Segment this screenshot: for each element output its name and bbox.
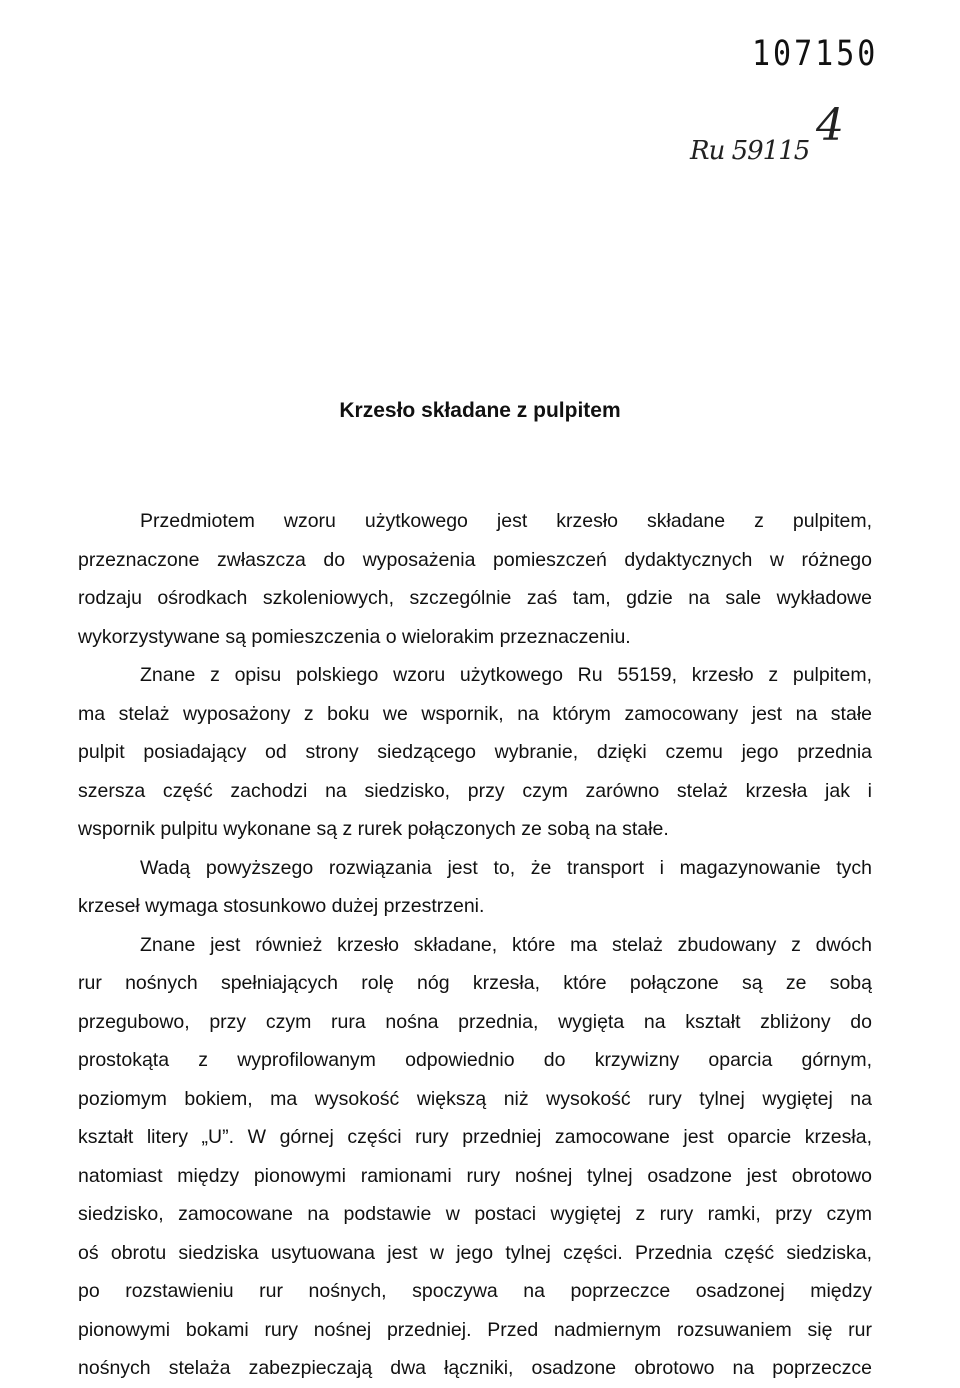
- body-line: oś obrotu siedziska usytuowana jest w jego tylnej części. Przednia część siedziska,: [78, 1241, 872, 1264]
- body-line: nośnych stelaża zabezpieczają dwa łączniki, osadzone obrotowo na poprzeczce: [78, 1357, 872, 1379]
- body-line: Znane z opisu polskiego wzoru użytkowego Ru 55159, krzesło z pulpitem,: [140, 664, 872, 686]
- body-line: ma stelaż wyposażony z boku we wspornik, na którym zamocowany jest na stałe: [78, 702, 872, 725]
- body-line: przegubowo, przy czym rura nośna przednia, wygięta na kształt zbliżony do: [78, 1010, 872, 1033]
- body-line: natomiast między pionowymi ramionami rury nośnej tylnej osadzone jest obrotowo: [78, 1164, 872, 1187]
- body-line: rodzaju ośrodkach szkoleniowych, szczególnie zaś tam, gdzie na sale wykładowe: [78, 587, 872, 609]
- document-body: [78, 502, 872, 1388]
- document-title: Krzesło składane z pulpitem: [339, 399, 621, 422]
- body-line: siedzisko, zamocowane na podstawie w postaci wygiętej z rury ramki, przy czym: [78, 1203, 872, 1225]
- body-line: pionowymi bokami rury nośnej przedniej. Przed nadmiernym rozsuwaniem się rur: [78, 1318, 872, 1341]
- body-line: Przedmiotem wzoru użytkowego jest krzesło składane z pulpitem,: [140, 510, 872, 532]
- body-line: poziomym bokiem, ma wysokość większą niż wysokość rury tylnej wygiętej na: [78, 1087, 872, 1110]
- document-number: 107150: [752, 34, 879, 75]
- body-line: kształt litery „U”. W górnej części rury przedniej zamocowane jest oparcie krzesła,: [78, 1126, 872, 1148]
- body-line: Wadą powyższego rozwiązania jest to, że transport i magazynowanie tych: [140, 856, 872, 879]
- body-line: prostokąta z wyprofilowanym odpowiednio do krzywizny oparcia górnym,: [78, 1049, 872, 1071]
- body-line: wspornik pulpitu wykonane są z rurek połączonych ze sobą na stałe.: [78, 818, 669, 840]
- body-line: rur nośnych spełniających rolę nóg krzesła, które połączone są ze sobą: [78, 972, 872, 994]
- body-line: po rozstawieniu rur nośnych, spoczywa na poprzeczce osadzonej między: [78, 1280, 872, 1302]
- handwritten-page-mark: 4: [816, 100, 844, 151]
- body-line: Znane jest również krzesło składane, które ma stelaż zbudowany z dwóch: [140, 933, 872, 956]
- body-line: szersza część zachodzi na siedzisko, przy czym zarówno stelaż krzesła jak i: [78, 779, 872, 802]
- body-line: pulpit posiadający od strony siedzącego wybranie, dzięki czemu jego przednia: [78, 741, 872, 763]
- body-line: wykorzystywane są pomieszczenia o wielorakim przeznaczeniu.: [78, 625, 631, 648]
- handwritten-reference: Ru 59115: [690, 136, 810, 166]
- body-line: przeznaczone zwłaszcza do wyposażenia pomieszczeń dydaktycznych w różnego: [78, 548, 872, 571]
- body-line: krzeseł wymaga stosunkowo dużej przestrzeni.: [78, 895, 485, 917]
